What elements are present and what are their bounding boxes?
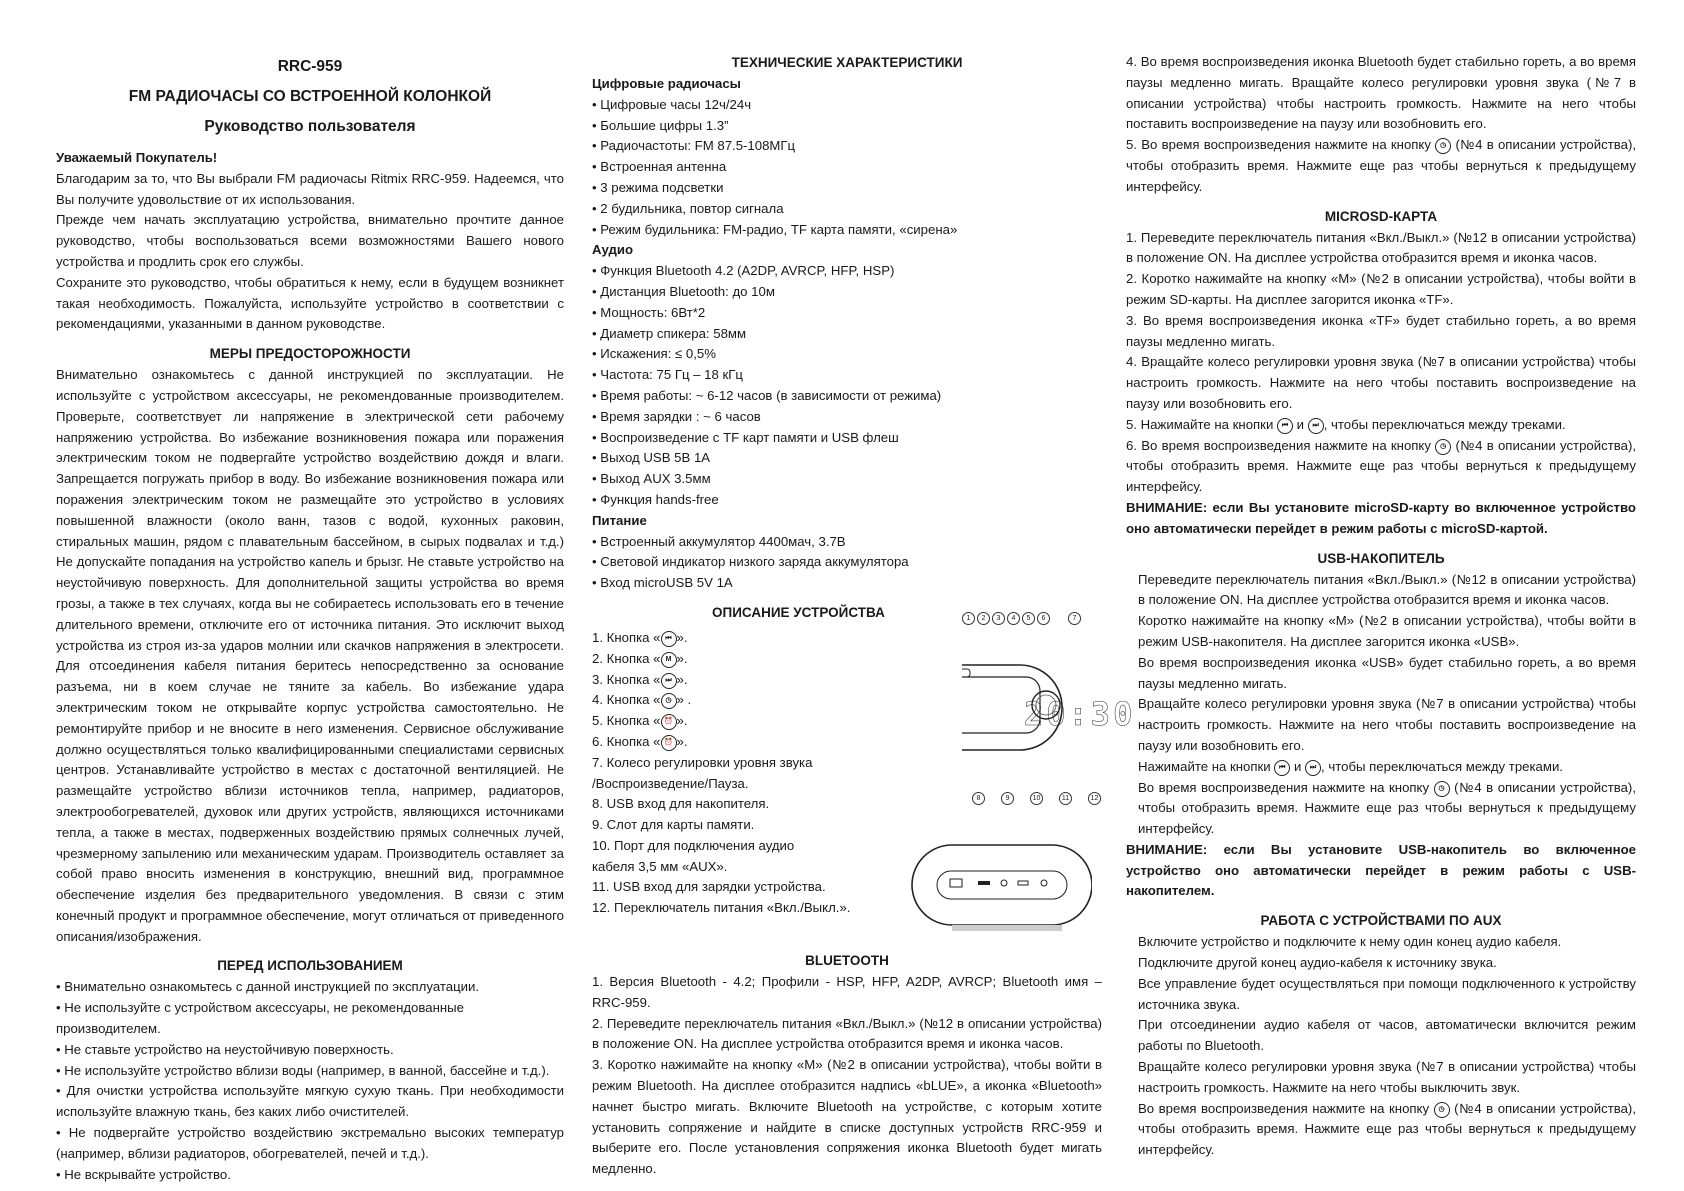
column-2	[592, 52, 1136, 1180]
spec-item: • Дистанция Bluetooth: до 10м	[592, 283, 775, 299]
device-description-heading: ОПИСАНИЕ УСТРОЙСТВА	[712, 604, 885, 620]
prev-track-icon: ⏮	[1277, 418, 1293, 434]
part-item: 1. Кнопка « ⏮ ».	[592, 629, 688, 645]
before-item: • Не используйте с устройством аксессуары, не рекомендованные производителем.	[56, 1000, 464, 1037]
intro-paragraph: Прежде чем начать эксплуатацию устройства, внимательно прочтите данное руководство, чтобы воспользоваться всеми возможностями Вашего нового устройства и продлить срок его службы.	[56, 212, 564, 269]
prev-track-icon: ⏮	[1274, 760, 1290, 776]
microsd-heading: MICROSD-КАРТА	[1324, 208, 1438, 224]
before-item: • Для очистки устройства используйте мягкую сухую ткань. При необходимости используйте влажную ткань, без каких либо очистителей.	[56, 1083, 564, 1120]
part-item: 10. Порт для подключения аудио	[592, 837, 795, 853]
bluetooth-item: 3. Коротко нажимайте на кнопку «M» (№2 в описании устройства), чтобы войти в режим Bluetooth. На дисплее отобразится надпись «bLUE», а иконка «Bluetooth» начнет быстро мигать. Включите Bluetooth на устройстве, с которым хотите установить сопряжение и найдите в списке доступных устройств RRC-959 и выберите его. После установления сопряжения иконка Bluetooth будет мигать медленно.	[592, 1057, 1102, 1177]
spec-item: • Встроенная антенна	[592, 159, 727, 175]
microsd-warning: ВНИМАНИЕ: если Вы установите microSD-карту во включенное устройство оно автоматически перейдет в режим работы с microSD-картой.	[1126, 499, 1636, 536]
part-item: 7. Колесо регулировки уровня звука	[592, 754, 813, 770]
precautions-heading: МЕРЫ ПРЕДОСТОРОЖНОСТИ	[209, 346, 411, 362]
clock-icon: ◷	[661, 693, 677, 709]
part-item: /Воспроизведение/Пауза.	[592, 775, 749, 791]
callout-number: 9	[1001, 792, 1014, 805]
part-item: 6. Кнопка « ⏰ ».	[592, 733, 688, 749]
microsd-item: 2. Коротко нажимайте на кнопку «M» (№2 в описании устройства), чтобы войти в режим SD-карты. На дисплее загорится иконка «TF».	[1126, 271, 1636, 307]
part-item: 9. Слот для карты памяти.	[592, 817, 755, 833]
microsd-item: 1. Переведите переключатель питания «Вкл./Выкл.» (№12 в описании устройства) в положение ON. На дисплее устройства отобразится время и иконка часов.	[1126, 229, 1636, 266]
spec-item: • Время зарядки : ~ 6 часов	[592, 408, 761, 424]
before-use-heading: ПЕРЕД ИСПОЛЬЗОВАНИЕМ	[217, 958, 403, 974]
aux-item: При отсоединении аудио кабеля от часов, автоматически включится режим работы по Bluetooth.	[1138, 1017, 1636, 1054]
microsd-item: 6. Во время воспроизведения нажмите на кнопку ◷ (№4 в описании устройства), чтобы отобразить время. Нажмите еще раз чтобы вернуться к предыдущему интерфейсу.	[1126, 437, 1636, 495]
spec-item: • Время работы: ~ 6-12 часов (в зависимости от режима)	[592, 387, 942, 403]
usb-item: Вращайте колесо регулировки уровня звука (№7 в описании устройства) чтобы настроить громкость. Нажмите на него чтобы поставить воспроизведение на паузу или возобновить его.	[1138, 696, 1636, 753]
aux-item: Включите устройство и подключите к нему один конец аудио кабеля.	[1138, 934, 1562, 950]
callout-number: 10	[1030, 792, 1043, 805]
alarm-1-icon: ⏰	[661, 714, 677, 730]
callout-number: 3	[992, 612, 1005, 625]
spec-item: • Режим будильника: FM-радио, TF карта памяти, «сирена»	[592, 221, 958, 237]
part-item: 4. Кнопка « ◷ » .	[592, 692, 692, 708]
spec-item: • Искажения: ≤ 0,5%	[592, 346, 716, 362]
microsd-item: 3. Во время воспроизведения иконка «TF» будет стабильно гореть, а во время паузы медленно мигать.	[1126, 312, 1636, 349]
audio-spec-list	[592, 261, 1102, 511]
usb-item: Переведите переключатель питания «Вкл./Выкл.» (№12 в описании устройства) в положение ON. На дисплее устройства отобразится время и иконка часов.	[1138, 571, 1636, 608]
before-item: • Не используйте устройство вблизи воды (например, в ванной, бассейне и т.д.).	[56, 1062, 550, 1078]
part-item: 12. Переключатель питания «Вкл./Выкл.».	[592, 900, 851, 916]
bluetooth-item: 4. Во время воспроизведения иконка Bluetooth будет стабильно гореть, а во время паузы медленно мигать. Вращайте колесо регулировки уровня звука (№7 в описании устройства) чтобы настроить громкость. Нажмите на него чтобы поставить воспроизведение на паузу или возобновить его.	[1126, 54, 1636, 132]
callout-number: 12	[1088, 792, 1101, 805]
bluetooth-item: 5. Во время воспроизведения нажмите на кнопку ◷ (№4 в описании устройства), чтобы отобразить время. Нажмите еще раз чтобы вернуться к предыдущему интерфейсу.	[1126, 137, 1636, 194]
spec-item: • Цифровые часы 12ч/24ч	[592, 96, 752, 112]
bluetooth-heading: BLUETOOTH	[805, 952, 889, 968]
clock-display-digits: 20:30	[1024, 694, 1136, 733]
device-back-diagram	[892, 792, 1101, 942]
audio-subheading: Аудио	[592, 242, 634, 258]
clock-spec-list	[592, 95, 1102, 241]
next-track-icon: ⏭	[1305, 760, 1321, 776]
usb-item: Нажимайте на кнопки ⏮ и ⏭ , чтобы переключаться между треками.	[1138, 758, 1563, 774]
spec-item: • Встроенный аккумулятор 4400мач, 3.7В	[592, 533, 846, 549]
part-item: 11. USB вход для зарядки устройства.	[592, 879, 826, 895]
before-item: • Не подвергайте устройство воздействию экстремально высоких температур (например, вблизи радиаторов, обогревателей, печей и т.д.).	[56, 1125, 564, 1161]
clock-back-drawing	[892, 805, 1092, 935]
device-description	[592, 614, 1136, 942]
aux-heading: РАБОТА С УСТРОЙСТВАМИ ПО AUX	[1260, 913, 1502, 929]
part-item: 3. Кнопка « ⏭ ».	[592, 671, 688, 687]
spec-item: • Мощность: 6Вт*2	[592, 304, 706, 320]
callout-number: 8	[972, 792, 985, 805]
part-item: 2. Кнопка « M ».	[592, 650, 688, 666]
aux-item: Вращайте колесо регулировки уровня звука (№7 в описании устройства) чтобы настроить громкость. Нажмите на него чтобы выключить звук.	[1138, 1059, 1636, 1095]
intro-paragraph: Сохраните это руководство, чтобы обратиться к нему, если в будущем возникнет такая необходимость. Пожалуйста, используйте устройство в соответствии с рекомендациями, указанными в данном руководстве.	[56, 274, 564, 332]
before-item: • Не ставьте устройство на неустойчивую поверхность.	[56, 1041, 394, 1057]
part-item: 8. USB вход для накопителя.	[592, 796, 770, 812]
intro-paragraph: Благодарим за то, что Вы выбрали FM радиочасы Ritmix RRC-959. Надеемся, что Вы получите удовольствие от их использования.	[56, 170, 564, 207]
doc-model: RRC-959	[277, 58, 343, 75]
precautions-text: Внимательно ознакомьтесь с данной инструкцией по эксплуатации. Не используйте с устройством аксессуары, не рекомендованные производителем. Проверьте, соответствует ли напряжение в электрической сети рабочему напряжению устройства. Во избежание возникновения пожара или поражения электрическим током не подвергайте устройство воздействию дождя и влаги. Запрещается погружать прибор в воду. Во избежание возникновения пожара или поражения электрическим током не размещайте это устройство в условиях повышенной влажности (около ванн, тазов с водой, кухонных раковин, стиральных машин, рядом с плавательным бассейном, в сырых подвалах и т.д.) Не допускайте попадания на устройство капель и брызг. Не ставьте устройство на неустойчивую поверхность. Для дополнительной защиты устройства во время грозы, а также в тех случаях, когда вы не собираетесь использовать его в течение длительного времени, отключите его от источника питания. Это исключит выход устройства из строя из-за ударов молнии или скачков напряжения в электросети. Для отсоединения кабеля питания беритесь непосредственно за основание разъема, ни в коем случае не тяните за кабель. Во избежание удара электрическим током не открывайте корпус устройства самостоятельно. Не ремонтируйте прибор и не вносите в него изменения. Сервисное обслуживание должно осуществляться только квалифицированными специалистами сервисных центров. Устанавливайте устройство в местах с достаточной вентиляцией. Не размещайте устройство вблизи источников тепла, например, радиаторов, электрообогревателей, духовок или других устройств, являющихся источниками тепла, а также в местах, подверженных воздействию прямых солнечных лучей, чрезмерному запылению или механическим ударам. Производитель оставляет за собой право вносить изменения в конструкцию, внешний вид, программное обеспечение изделия без предварительного уведомления. В связи с этим конечный продукт и программное обеспечение, могут отличаться от приведенного описания/изображения.	[56, 367, 564, 944]
usb-item: Коротко нажимайте на кнопку «M» (№2 в описании устройства), чтобы войти в режим USB-накопителя. На дисплее загорится иконка «USB».	[1138, 613, 1636, 649]
spec-item: • 2 будильника, повтор сигнала	[592, 200, 784, 216]
usb-item: Во время воспроизведения нажмите на кнопку ◷ (№4 в описании устройства), чтобы отобразить время. Нажмите еще раз чтобы вернуться к предыдущему интерфейсу.	[1138, 779, 1636, 837]
clock-icon: ◷	[1434, 781, 1450, 797]
usb-warning: ВНИМАНИЕ: если Вы установите USB-накопитель во включенное устройство оно автоматически перейдет в режим работы с USB-накопителем.	[1126, 841, 1636, 899]
spec-item: • Радиочастоты: FM 87.5-108МГц	[592, 138, 796, 154]
callout-number: 5	[1022, 612, 1035, 625]
before-item: • Не вскрывайте устройство.	[56, 1166, 231, 1182]
aux-item: Все управление будет осуществляться при помощи подключенного к устройству источника звука.	[1138, 975, 1636, 1012]
spec-item: • Воспроизведение с TF карт памяти и USB флеш	[592, 429, 899, 445]
clock-icon: ◷	[1435, 138, 1451, 154]
power-subheading: Питание	[592, 512, 647, 528]
callout-number: 4	[1007, 612, 1020, 625]
clock-subheading: Цифровые радиочасы	[592, 76, 741, 91]
bluetooth-item: 2. Переведите переключатель питания «Вкл./Выкл.» (№12 в описании устройства) в положение ON. На дисплее устройства отобразится время и иконка часов.	[592, 1015, 1102, 1052]
callout-number: 11	[1059, 792, 1072, 805]
specs-heading: ТЕХНИЧЕСКИЕ ХАРАКТЕРИСТИКИ	[731, 55, 963, 70]
spec-item: • Большие цифры 1.3”	[592, 117, 729, 133]
microsd-item: 5. Нажимайте на кнопки ⏮ и ⏭ , чтобы переключаться между треками.	[1126, 416, 1566, 432]
doc-subtitle: Руководство пользователя	[204, 118, 416, 135]
column-3	[1126, 52, 1636, 1161]
spec-item: • Функция hands-free	[592, 491, 719, 507]
callout-number: 2	[977, 612, 990, 625]
column-1	[56, 52, 564, 1185]
next-track-icon: ⏭	[661, 673, 677, 689]
mode-m-icon: M	[661, 652, 677, 668]
spec-item: • 3 режима подсветки	[592, 179, 724, 195]
doc-title: FM РАДИОЧАСЫ СО ВСТРОЕННОЙ КОЛОНКОЙ	[128, 88, 492, 105]
greeting: Уважаемый Покупатель!	[56, 150, 218, 165]
spec-item: • Выход AUX 3.5мм	[592, 471, 711, 487]
alarm-2-icon: ⏰	[661, 735, 677, 751]
microsd-item: 4. Вращайте колесо регулировки уровня звука (№7 в описании устройства) чтобы настроить громкость. Нажмите на него чтобы поставить воспроизведение на паузу или возобновить его.	[1126, 354, 1636, 411]
back-callout-numbers	[972, 792, 1101, 805]
prev-track-icon: ⏮	[661, 631, 677, 647]
clock-icon: ◷	[1435, 439, 1451, 455]
spec-item: • Вход microUSB 5V 1A	[592, 575, 733, 591]
spec-item: • Выход USB 5В 1А	[592, 450, 711, 466]
callout-number: 1	[962, 612, 975, 625]
bluetooth-item: 1. Версия Bluetooth - 4.2; Профили - HSP, HFP, A2DP, AVRCP; Bluetooth имя – RRC-959.	[592, 973, 1102, 1010]
before-item: • Внимательно ознакомьтесь с данной инструкцией по эксплуатации.	[56, 979, 480, 995]
callout-number: 7	[1068, 612, 1081, 625]
usb-heading: USB-НАКОПИТЕЛЬ	[1317, 550, 1445, 566]
spec-item: • Функция Bluetooth 4.2 (A2DP, AVRCP, HFP, HSP)	[592, 263, 895, 279]
spec-item: • Диаметр спикера: 58мм	[592, 325, 747, 341]
aux-item: Во время воспроизведения нажмите на кнопку ◷ (№4 в описании устройства), чтобы отобразить время. Нажмите еще раз чтобы вернуться к предыдущему интерфейсу.	[1138, 1100, 1636, 1158]
device-parts-list	[592, 628, 852, 919]
spec-item: • Световой индикатор низкого заряда аккумулятора	[592, 554, 909, 570]
part-item: 5. Кнопка « ⏰ ».	[592, 713, 688, 729]
callout-number: 6	[1037, 612, 1050, 625]
clock-icon: ◷	[1434, 1102, 1450, 1118]
usb-item: Во время воспроизведения иконка «USB» будет стабильно гореть, а во время паузы медленно мигать.	[1138, 654, 1636, 691]
part-item: кабеля 3,5 мм «AUX».	[592, 858, 728, 874]
next-track-icon: ⏭	[1308, 418, 1324, 434]
spec-item: • Частота: 75 Гц – 18 кГц	[592, 367, 743, 383]
aux-item: Подключите другой конец аудио-кабеля к источнику звука.	[1138, 955, 1497, 971]
